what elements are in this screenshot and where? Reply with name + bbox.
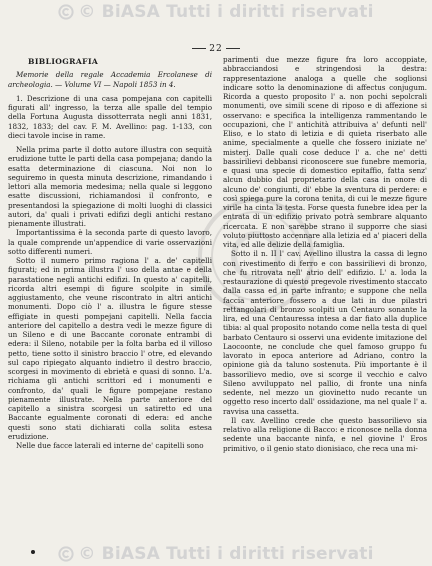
watermark-top	[0, 2, 432, 22]
section-title: BIBLIOGRAFIA	[28, 57, 99, 66]
watermark-bottom	[0, 544, 432, 564]
paragraph: Il cav. Avellino crede che questo bassorilievo sia relativo alla religione di Bacco: e riconosce nella donna sedente una baccante ninfa, e nel giovine l' Eros primitivo, o il genio stato dionisiaco, che reca una mi-	[223, 415, 427, 453]
right-column	[223, 55, 427, 453]
copyright-icon	[58, 4, 74, 20]
paragraph: Nelle due facce laterali ed interne de' capitelli sono	[16, 441, 204, 450]
paragraph: 1. Descrizione di una casa pompejana con capitelli figurati all' ingresso, la terza alle spalle del tempio della Fortuna Augusta dissotterrata negli anni 1831, 1832, 1833; del cav. F. M. Avellino: pag. 1-133, con dieci tavole incise in rame.	[8, 93, 212, 140]
paragraph: Sotto il n. II l' cav. Avellino illustra la cassa di legno con rivestimento di ferro e con bassirilievi di bronzo, che fu ritrovata nell' atrio dell' edifizio. L' a. loda la restaurazione di questo pregevole rivestimento staccato dalla cassa ed in parte infranto; e suppone che nella faccia anteriore fossero a due lati in due pilastri rettangolari di bronzo scolpiti un Centauro sonante la lira, ed una Centauressa intesa a dar fiato alla duplice tibia: al qual proposito notando come nella testa di quel barbato Centauro si osservi una evidente imitazione del Laocoonte, ne conclude che quel famoso gruppo fu lavorato in epoca anteriore ad Adriano, contro la opinione già da taluno sostenuta. Più importante è il bassorilievo medio, ove si scorge il vecchio e calvo Sileno avviluppato nel pallio, di fronte una ninfa sedente, nel mezzo un giovinetto nudo recante un oggetto reso incerto dall' ossidazione, ma nel quale l' a. ravvisa una cassetta.	[223, 249, 427, 416]
paragraph: Nella prima parte il dotto autore illustra con sequità erudizione tutte le parti della casa pompejana; dando la esatta determinazione di ciascuna. Noi non lo seguiremo in questa minuta descrizione, rimandando i lettori alla memoria medesima; nella quale si leggono esatte discussioni, richiamandosi il confronto, e presentandosi la spiegazione di molti luoghi di classici autori, da' quali i privati edifizi degli antichi restano pienamente illustrati.	[8, 145, 212, 228]
left-column	[8, 55, 212, 450]
copyright-icon	[58, 546, 74, 562]
page-number: 22	[0, 44, 432, 54]
bibliographic-reference: Memorie della regale Accademia Ercolanese di archeologia. — Volume VI — Napoli 1853 in 4.	[8, 70, 212, 89]
watermark-text: © BiASA Tutti i diritti riservati	[78, 2, 374, 22]
paragraph: Importantissima è la seconda parte di questo lavoro, la quale comprende un'appendice di varie osservazioni sotto differenti numeri.	[8, 228, 212, 256]
paragraph: Sotto il numero primo ragiona l' a. de' capitelli figurati; ed in prima illustra l' uso della antae e della parastatione negli antichi edifizi. In questo a' capitelli, ricorda altri esempi di figure scolpite in simile aggiustamento, che veune riscontrato in altri antichi monumenti. Dopo ciò l' a. illustra le figure stesse effigiate in questi pompejani capitelli. Nella faccia anteriore del capitello a destra vedi le mezze figure di un Sileno e di une Baccante coronate entrambi di edera: il Sileno, notabile per la folta barba ed il villoso petto, tiene sotto il sinistro braccio l' otre, ed elevando sul capo ripiegato alquanto indietro il destro braccio, scorgesi in movimento di ebrietà e quasi di sonno. L'a. richiama gli antichi scrittori ed i monumenti e confronto, da' quali le figure pompejane restano pienamente illustrate. Nella parte anteriore del capitello a sinistra scorgesi un satiretto ed una Baccante egualmente coronati di edera: ed anche questi sono stati dichiarati colla solita estesa erudizione.	[8, 256, 212, 441]
paragraph: parimenti due mezze figure fra loro accoppiate, abbracciandosi e stringendosi la destra: rappresentazione analoga a quelle che soglionsi indicare sotto la denominazione di affectus conjugum. Ricorda a questo proposito l' a. non pochi sepolcrali monumenti, ove simili scene di riposo e di affezione si osservano: e specifica la intelligenza rammentando le occupazioni, che l' antichità attribuiva a' defunti nell' Eliso, e lo stato di letizia e di quieta riserbato alle anime, specialmente a quelle che fossero iniziate ne' misterj. Dalle quali cose deduce l' a. che ne' detti bassirilievi debbansi riconoscere sue funebre memoria, e quasi una specie di domestico epitaffio, fatta senz' alcun dubbio dal proprietario della casa in onore di alcuno de' congiunti, di' ebbe la sventura di perdere: e così spiega pure la corona tenita, di cui le mezze figure virile ha cinta la testa. Forse questa funebre idea per la entrata di un edifizio privato potrà sembrare alquanto ricercata. E non sarebbe strano il supporre che siasi voluto piuttosto accennare alla letizia ed a' piaceri della vita, ed alle delizie della famiglia.	[223, 55, 427, 249]
watermark-text: © BiASA Tutti i diritti riservati	[78, 544, 374, 564]
